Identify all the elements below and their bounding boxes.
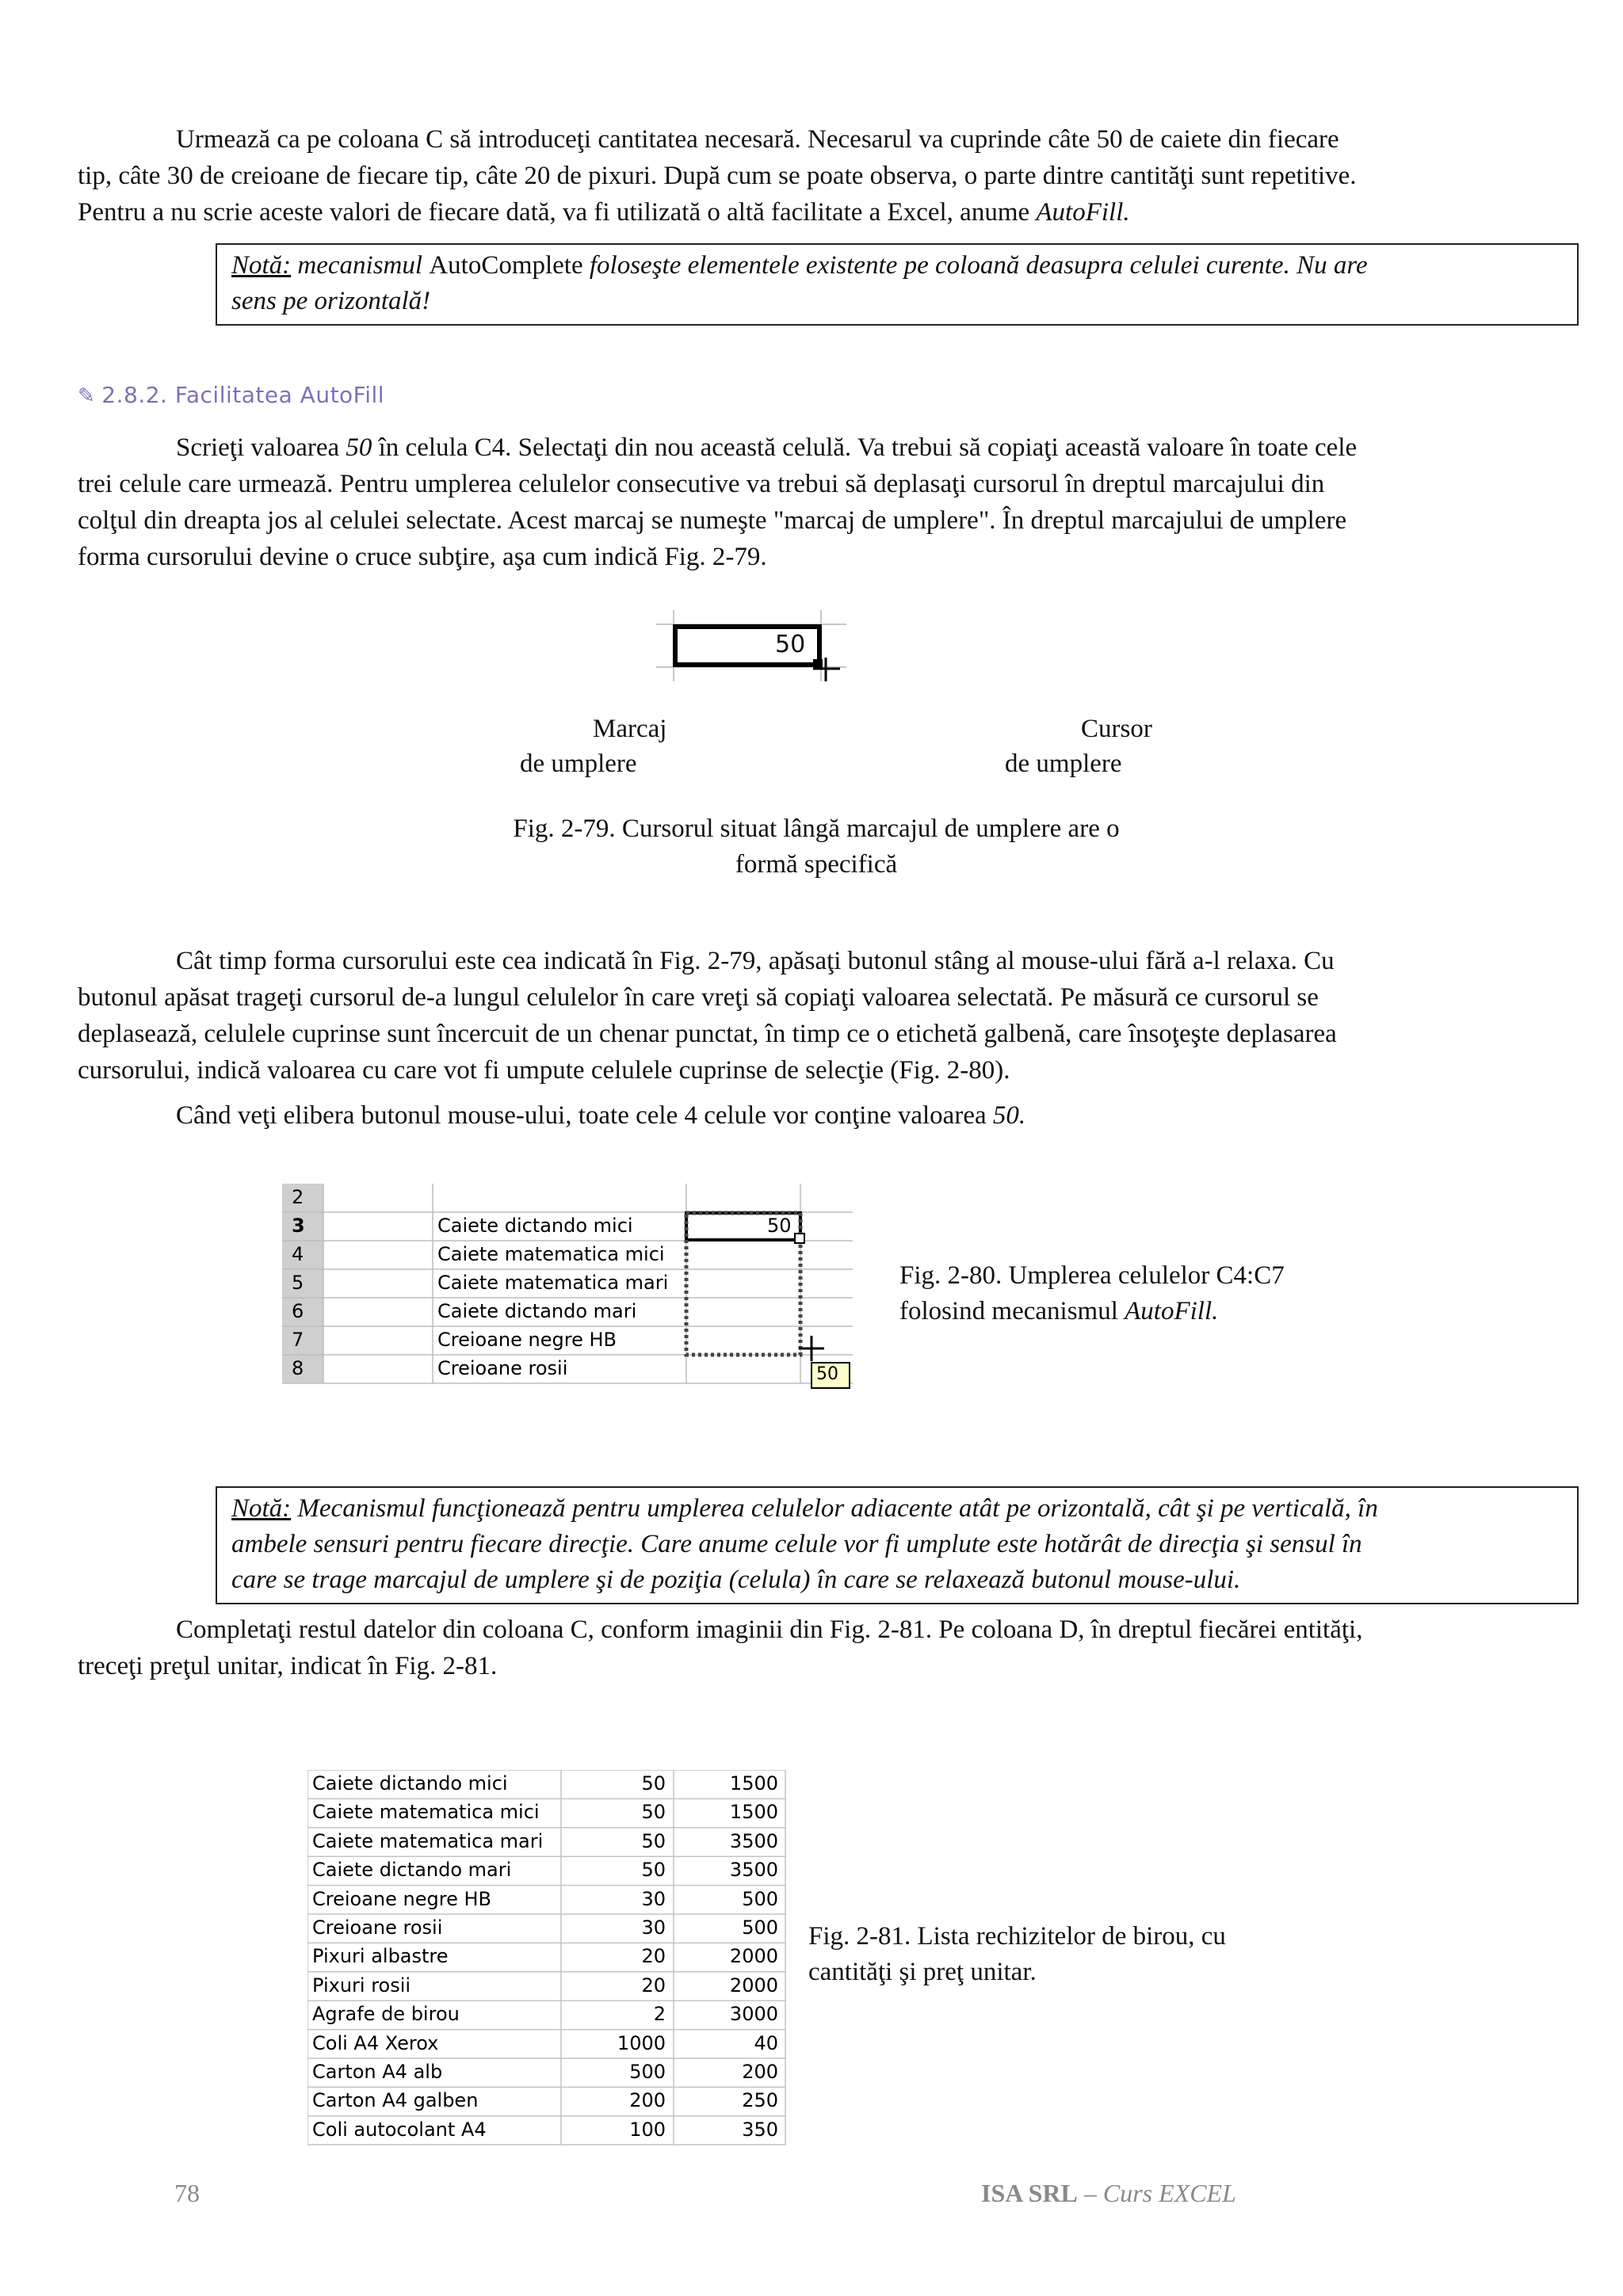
fig80-row-3: 3 Caiete dictando mici 50 xyxy=(292,1215,792,1237)
fig81-item: Caiete dictando mici xyxy=(312,1772,508,1794)
fig81-item: Carton A4 galben xyxy=(312,2089,479,2112)
fig81-qty: 20 xyxy=(641,1945,666,1968)
fig81-qty: 1000 xyxy=(617,2031,666,2054)
note-autocomplete: Notă: mecanismul AutoComplete foloseşte elementele existente pe coloană deasupra celulei curente. Nu are sens pe orizontală! xyxy=(216,243,1579,326)
fig80-row-5: 5 Caiete matematica mari xyxy=(292,1272,669,1294)
fig81-qty: 500 xyxy=(629,2061,666,2083)
fig81-qty: 50 xyxy=(641,1859,666,1882)
fig81-qty: 20 xyxy=(641,1974,666,1997)
fig81-qty: 200 xyxy=(629,2089,666,2112)
fig81-qty: 50 xyxy=(641,1829,666,1852)
fig81-row xyxy=(307,1943,786,1971)
paragraph-complete: Completaţi restul datelor din coloana C, conform imaginii din Fig. 2-81. Pe coloana D, în dreptul fiecărei entităţi, treceţi preţul unitar, indicat în Fig. 2-81. xyxy=(78,1615,1363,1680)
fig81-price: 2000 xyxy=(729,1945,778,1968)
fig81-sheet xyxy=(307,1770,786,2145)
fig81-item: Carton A4 alb xyxy=(312,2061,443,2083)
fig79-cell-value: 50 xyxy=(775,631,806,658)
fig81-item: Pixuri albastre xyxy=(312,1945,449,1968)
fig81-qty: 100 xyxy=(629,2118,666,2141)
fig81-qty: 30 xyxy=(641,1887,666,1910)
fig81-qty: 2 xyxy=(653,2003,666,2026)
fig81-item: Coli A4 Xerox xyxy=(312,2031,439,2054)
fig81-row xyxy=(307,1856,786,1885)
fig79-cell-image xyxy=(656,610,846,681)
fig81-qty: 50 xyxy=(641,1772,666,1794)
fig81-row xyxy=(307,2087,786,2115)
fig81-price: 350 xyxy=(742,2118,778,2141)
page-number: 78 xyxy=(174,2179,200,2207)
fig81-price: 3500 xyxy=(729,1859,778,1882)
fig81-item: Caiete dictando mari xyxy=(312,1859,512,1882)
paragraph-release: Când veţi elibera butonul mouse-ului, toate cele 4 celule vor conţine valoarea 50. xyxy=(176,1101,1026,1130)
fig81-item: Agrafe de birou xyxy=(312,2003,460,2026)
paragraph-autofill: Scrieţi valoarea 50 în celula C4. Selectaţi din nou această celulă. Va trebui să copiaţi această valoare în toate cele trei celule care urmează. Pentru umplerea celulelor consecutive va trebui să deplasaţi cursorul în dreptul marcajului din colţul din dreapta jos al celulei selectate. Acest marcaj se numeşte "marcaj de umplere". În dreptul marcajului de umplere forma cursorului devine o cruce subţire, aşa cum indică Fig. 2-79. xyxy=(78,433,1358,571)
fig81-price: 2000 xyxy=(729,1974,778,1997)
label-marcaj: Marcaj xyxy=(593,715,667,743)
fig81-row xyxy=(307,1770,786,1798)
fig81-row xyxy=(307,1972,786,2000)
fig81-item: Creioane rosii xyxy=(312,1917,443,1939)
fig81-item: Caiete matematica mici xyxy=(312,1801,540,1824)
footer-course: ISA SRL – Curs EXCEL xyxy=(981,2179,1236,2207)
fig81-row xyxy=(307,1886,786,1914)
fig81-row xyxy=(307,2058,786,2087)
fig81-row xyxy=(307,2116,786,2145)
fig81-row xyxy=(307,2030,786,2058)
autofill-tooltip: 50 xyxy=(816,1364,838,1384)
fig81-price: 3000 xyxy=(729,2003,778,2026)
fig81-row xyxy=(307,1828,786,1856)
fig81-price: 40 xyxy=(754,2031,778,2054)
paragraph-drag: Cât timp forma cursorului este cea indicată în Fig. 2-79, apăsaţi butonul stâng al mouse-ului fără a-l relaxa. Cu butonul apăsat trageţi cursorul de-a lungul celulelor în care vreţi să copiaţi valoarea selectată. Pe măsură ce cursorul se deplasează, celulele cuprinse sunt încercuit de un chenar punctat, în timp ce o etichetă galbenă, care însoţeşte deplasarea cursorului, indică valoarea cu care vot fi umpute celulele cuprinse de selecţie (Fig. 2-80). xyxy=(78,947,1337,1085)
fig81-qty: 50 xyxy=(641,1801,666,1824)
fig80-row-4: 4 Caiete matematica mici xyxy=(292,1243,665,1265)
fig81-qty: 30 xyxy=(641,1917,666,1939)
fig81-item: Coli autocolant A4 xyxy=(312,2118,487,2141)
fig81-row xyxy=(307,1798,786,1827)
section-heading: ✎ 2.8.2. Facilitatea AutoFill xyxy=(78,382,385,408)
fig81-item: Pixuri rosii xyxy=(312,1974,411,1997)
fig81-price: 500 xyxy=(742,1917,778,1939)
fig81-item: Creioane negre HB xyxy=(312,1887,491,1910)
fig79-caption: Fig. 2-79. Cursorul situat lângă marcajul de umplere are o formă specifică xyxy=(513,814,1120,879)
fig81-row xyxy=(307,1914,786,1943)
fig81-price: 250 xyxy=(742,2089,778,2112)
fig81-price: 1500 xyxy=(729,1772,778,1794)
paragraph-intro: Urmează ca pe coloana C să introduceţi cantitatea necesară. Necesarul va cuprinde câte 50 de caiete din fiecare tip, câte 30 de creioane de fiecare tip, câte 20 de pixuri. După cum se poate observa, o parte dintre cantităţi sunt repetitive. Pentru a nu scrie aceste valori de fiecare dată, va fi utilizată o altă facilitate a Excel, anume AutoFill. xyxy=(78,125,1357,227)
fig81-item: Caiete matematica mari xyxy=(312,1829,544,1852)
fig80-caption: Fig. 2-80. Umplerea celulelor C4:C7 folosind mecanismul AutoFill. xyxy=(899,1261,1285,1325)
fig80-row-7: 7 Creioane negre HB xyxy=(292,1329,617,1351)
fig81-price: 3500 xyxy=(729,1829,778,1852)
fig81-caption: Fig. 2-81. Lista rechizitelor de birou, cu cantităţi şi preţ unitar. xyxy=(808,1922,1226,1986)
fig80-row-8: 8 Creioane rosii xyxy=(292,1357,568,1379)
pencil-icon: ✎ xyxy=(78,384,96,408)
fig79-cell-svg xyxy=(656,610,846,681)
label-cursor-2: de umplere xyxy=(1005,749,1122,778)
note-autofill: Notă: Mecanismul funcţionează pentru umplerea celulelor adiacente atât pe orizontală, cât şi pe verticală, în ambele sensuri pentru fiecare direcţie. Care anume celule vor fi umplute este hotărât de direcţia şi sensul în care se trage marcajul de umplere şi de poziţia (celula) în care se relaxează butonul mouse-ului. xyxy=(216,1486,1579,1604)
fig81-price: 200 xyxy=(742,2061,778,2083)
fig81-price: 500 xyxy=(742,1887,778,1910)
fig81-row xyxy=(307,2000,786,2029)
label-marcaj-2: de umplere xyxy=(520,749,637,778)
fig80-sheet: 2 3 Caiete dictando mici 50 4 Caiete matematica mici 5 Caiete matematica mari 6 Caiete dictando mari 7 Creioane negre HB 8 Creioane rosii 50 xyxy=(282,1184,853,1390)
label-cursor: Cursor xyxy=(1081,715,1152,743)
fig80-row-6: 6 Caiete dictando mari xyxy=(292,1300,637,1322)
fig81-price: 1500 xyxy=(729,1801,778,1824)
